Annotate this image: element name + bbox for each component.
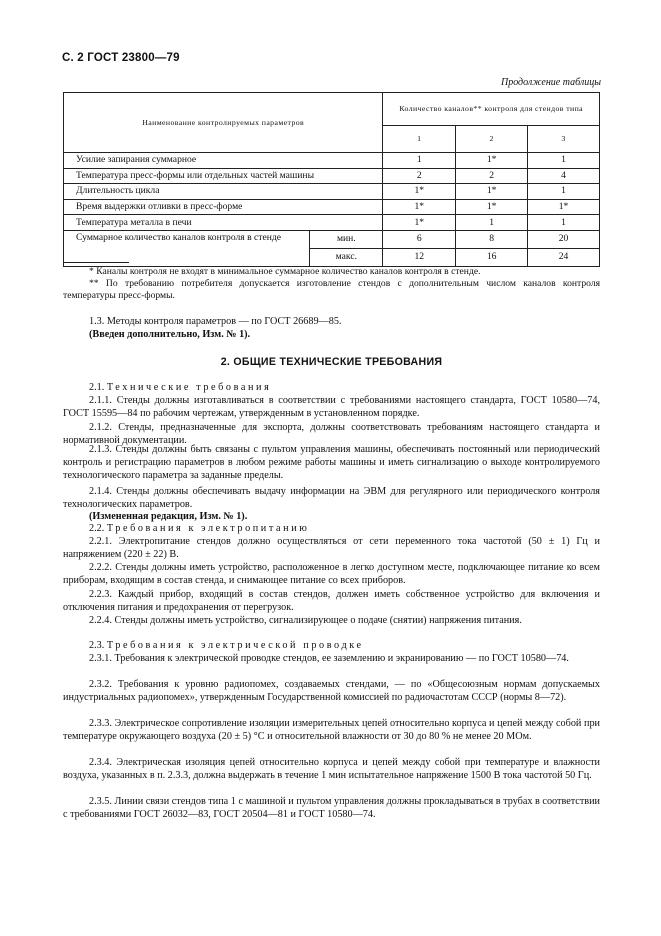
cell-value: 2 [456, 168, 528, 184]
table-row [64, 184, 600, 200]
subsection-number: 2.3. [89, 640, 105, 651]
cell-value: 1* [383, 184, 456, 200]
footnote-divider [63, 262, 129, 263]
cell-value: 1 [528, 215, 600, 231]
row-name: Время выдержки отливки в пресс-форме [64, 199, 383, 215]
table-continuation-label: Продолжение таблицы [500, 77, 601, 88]
cell-value: 4 [528, 168, 600, 184]
row-name: Усилие запирания суммарное [64, 153, 383, 169]
cell-value: 24 [528, 248, 600, 266]
paragraph-2-3-4: 2.3.4. Электрическая изоляция цепей относительно корпуса и цепей между собой при температуре и влажности воздуха, указанных в п. 2.3.3, должна выдержать в течение 1 мин испытательное напряжение 1500 В тока частотой 50 Гц. [63, 757, 600, 782]
cell-value: 1* [383, 199, 456, 215]
subsection-number: 2.2. [89, 523, 105, 534]
cell-value: 1 [383, 153, 456, 169]
cell-value: 8 [456, 230, 528, 248]
cell-value: 16 [456, 248, 528, 266]
footnote-2: ** По требованию потребителя допускается изготовление стендов с дополнительным числом каналов контроля температуры пресс-формы. [63, 278, 600, 301]
paragraph-2-2-4: 2.2.4. Стенды должны иметь устройство, сигнализирующее о подаче (снятии) напряжения питания. [89, 615, 522, 626]
column-header-parameters: Наименование контролируемых параметров [64, 93, 383, 153]
subsection-2-1-heading [63, 381, 600, 394]
parameters-table [63, 92, 600, 267]
subsection-title: Требования к электрической проводке [106, 640, 364, 651]
table-row [64, 215, 600, 231]
sum-row-name: Суммарное количество каналов контроля в стенде [64, 230, 310, 266]
row-name: Температура пресс-формы или отдельных частей машины [64, 168, 383, 184]
table-row [64, 153, 600, 169]
type-header: 1 [383, 126, 456, 153]
subsection-2-3-heading [63, 639, 600, 652]
paragraph-1-3-note: (Введен дополнительно, Изм. № 1). [89, 329, 251, 340]
paragraph-2-1-4-note: (Измененная редакция, Изм. № 1). [89, 511, 248, 522]
cell-value: 1* [383, 215, 456, 231]
cell-value: 1 [528, 153, 600, 169]
table-row [64, 168, 600, 184]
column-header-channels: Количество каналов** контроля для стендов типа [383, 93, 600, 126]
cell-value: 1* [456, 184, 528, 200]
paragraph-2-3-2: 2.3.2. Требования к уровню радиопомех, создаваемых стендами, — по «Общесоюзным нормам допускаемых индустриальных радиопомех», утвержденным Государственной комиссией по радиочастотам СССР (нормы 8—72). [63, 679, 600, 704]
cell-value: 2 [383, 168, 456, 184]
paragraph-2-3-1: 2.3.1. Требования к электрической проводке стендов, ее заземлению и экранированию — по ГОСТ 10580—74. [89, 653, 569, 664]
cell-value: 1* [456, 199, 528, 215]
type-header: 3 [528, 126, 600, 153]
table-header-row [64, 93, 600, 126]
paragraph-2-1-4: 2.1.4. Стенды должны обеспечивать выдачу информации на ЭВМ для регулярного или периодического контроля технологических параметров. [63, 486, 600, 511]
paragraph-2-3-3: 2.3.3. Электрическое сопротивление изоляции измерительных цепей относительно корпуса и цепей между собой при температуре окружающего воздуха (20 ± 5) °С и относительной влажности от 30 до 80 % не менее 20 МОм. [63, 718, 600, 743]
paragraph-2-1-3: 2.1.3. Стенды должны быть связаны с пультом управления машины, обеспечивать постоянный или периодический контроль и регистрацию параметров в любом режиме работы машины и иметь сигнализацию о выходе контролируемого технологического параметра за заданные пределы. [63, 444, 600, 482]
cell-value: 20 [528, 230, 600, 248]
sum-min-label: мин. [310, 230, 383, 248]
cell-value: 1* [528, 199, 600, 215]
footnote-1: * Каналы контроля не входят в минимальное суммарное количество каналов контроля в стенде. [89, 266, 481, 277]
cell-value: 1 [528, 184, 600, 200]
subsection-title: Требования к электропитанию [106, 523, 310, 534]
subsection-title: Технические требования [106, 382, 272, 393]
paragraph-2-2-2: 2.2.2. Стенды должны иметь устройство, расположенное в легко доступном месте, подключающее питание ко всем приборам, входящим в состав стенда, и снимающее питание со всех приборов. [63, 562, 600, 587]
paragraph-2-1-1: 2.1.1. Стенды должны изготавливаться в соответствии с требованиями настоящего стандарта, ГОСТ 10580—74, ГОСТ 15595—84 по рабочим чертежам, утвержденным в установленном порядке. [63, 395, 600, 420]
cell-value: 12 [383, 248, 456, 266]
section-2-heading: 2. ОБЩИЕ ТЕХНИЧЕСКИЕ ТРЕБОВАНИЯ [220, 356, 443, 368]
paragraph-1-3: 1.3. Методы контроля параметров — по ГОСТ 26689—85. [89, 316, 342, 327]
page-header: С. 2 ГОСТ 23800—79 [62, 52, 180, 64]
paragraph-2-2-1: 2.2.1. Электропитание стендов должно осуществляться от сети переменного тока частотой (50 ± 1) Гц и напряжением (220 ± 22) В. [63, 536, 600, 561]
subsection-number: 2.1. [89, 382, 105, 393]
type-header: 2 [456, 126, 528, 153]
cell-value: 6 [383, 230, 456, 248]
row-name: Длительность цикла [64, 184, 383, 200]
subsection-2-2-heading [63, 522, 600, 535]
cell-value: 1 [456, 215, 528, 231]
paragraph-2-1-2: 2.1.2. Стенды, предназначенные для экспорта, должны соответствовать требованиям настоящего стандарта и нормативной документации. [63, 422, 600, 447]
sum-max-label: макс. [310, 248, 383, 266]
cell-value: 1* [456, 153, 528, 169]
row-name: Температура металла в печи [64, 215, 383, 231]
paragraph-2-3-5: 2.3.5. Линии связи стендов типа 1 с машиной и пультом управления должны прокладываться в трубах в соответствии с требованиями ГОСТ 26032—83, ГОСТ 20504—81 и ГОСТ 10580—74. [63, 796, 600, 821]
paragraph-2-2-3: 2.2.3. Каждый прибор, входящий в состав стендов, должен иметь собственное устройство для включения и отключения питания и предохранения от перегрузок. [63, 589, 600, 614]
table-row [64, 199, 600, 215]
table-row-sum-min [64, 230, 600, 248]
